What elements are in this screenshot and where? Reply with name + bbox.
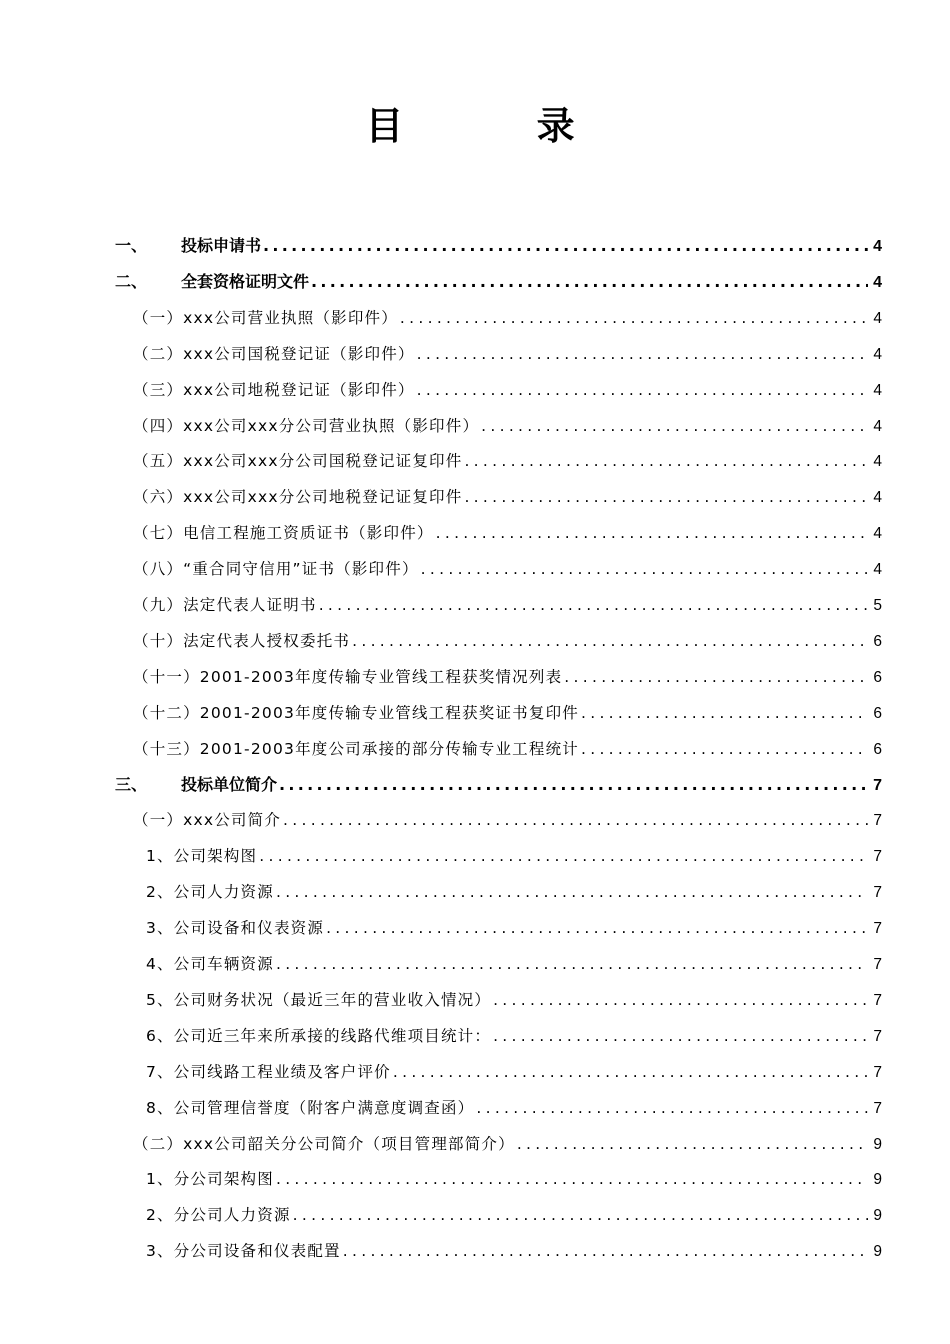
toc-entry-number: 二、 [115,271,148,291]
toc-dot-leader [581,735,868,763]
toc-entry[interactable] [133,1130,882,1158]
toc-page-number: 9 [873,1207,882,1225]
toc-entry[interactable] [133,340,882,368]
toc-page-number: 6 [873,704,882,722]
toc-page-number: 9 [873,1171,882,1189]
toc-entry-label: （七）电信工程施工资质证书（影印件） [133,524,434,543]
toc-dot-leader [564,663,868,691]
toc-dot-leader [279,771,868,799]
toc-page-number: 7 [873,920,882,938]
toc-entry-label: 投标申请书 [181,236,262,255]
toc-dot-leader [319,591,868,619]
toc-page-number: 7 [873,884,882,902]
toc-entry[interactable] [115,232,882,260]
toc-entry[interactable] [133,376,882,404]
toc-entry[interactable] [133,699,882,727]
toc-entry[interactable] [133,304,882,332]
toc-dot-leader [276,1165,868,1193]
toc-entry[interactable] [146,1094,882,1122]
toc-dot-leader [493,1022,868,1050]
toc-dot-leader [421,555,868,583]
toc-page-number: 4 [873,309,882,327]
toc-entry-label: （十）法定代表人授权委托书 [133,631,351,650]
toc-page-number: 6 [873,668,882,686]
toc-entry-label: 7、公司线路工程业绩及客户评价 [146,1062,391,1081]
toc-dot-leader [436,519,868,547]
toc-entry[interactable] [133,591,882,619]
toc-dot-leader [393,1058,868,1086]
toc-page-number: 6 [873,740,882,758]
toc-entry-label: 1、公司架构图 [146,847,258,866]
toc-page-number: 7 [873,1063,882,1081]
toc-entry-label: 2、分公司人力资源 [146,1206,291,1225]
toc-dot-leader [276,878,868,906]
toc-page-number: 4 [873,453,882,471]
toc-entry[interactable] [133,519,882,547]
toc-page-number: 4 [873,381,882,399]
toc-entry-label: （一）xxx公司简介 [133,811,282,830]
toc-dot-leader [293,1201,868,1229]
toc-dot-leader [581,699,868,727]
toc-dot-leader [464,483,868,511]
toc-entry[interactable] [146,950,882,978]
toc-title: 目 录 [365,103,635,148]
toc-dot-leader [311,268,868,296]
toc-dot-leader [400,304,868,332]
toc-page-number: 7 [873,1027,882,1045]
toc-dot-leader [263,232,868,260]
toc-entry-number: 三、 [115,774,148,794]
toc-entry-label: 8、公司管理信誉度（附客户满意度调查函） [146,1098,475,1117]
toc-entry-label: 投标单位简介 [181,774,278,794]
toc-entry[interactable] [146,842,882,870]
toc-dot-leader [326,914,868,942]
toc-page-number: 4 [873,345,882,363]
toc-page-number: 4 [873,489,882,507]
toc-entry[interactable] [115,771,882,799]
toc-entry-label: （一）xxx公司营业执照（影印件） [133,308,398,327]
toc-entry[interactable] [146,986,882,1014]
toc-page-number: 4 [873,238,882,255]
toc-dot-leader [283,806,868,834]
toc-entry-label: （十二）2001-2003年度传输专业管线工程获奖证书复印件 [133,703,579,722]
toc-entry-label: 全套资格证明文件 [181,271,310,291]
toc-page-number: 9 [873,1135,882,1153]
toc-entry-label: （二）xxx公司国税登记证（影印件） [133,344,415,363]
toc-dot-leader [417,340,868,368]
toc-page-number: 4 [873,417,882,435]
toc-page-number: 6 [873,632,882,650]
toc-entry-label: 2、公司人力资源 [146,883,274,902]
toc-entry[interactable] [146,1201,882,1229]
toc-page-number: 7 [873,1099,882,1117]
toc-entry[interactable] [146,878,882,906]
toc-entry-label: 1、分公司架构图 [146,1170,274,1189]
toc-page-number: 7 [873,991,882,1009]
toc-page-number: 7 [873,812,882,830]
toc-entry-label: （三）xxx公司地税登记证（影印件） [133,380,415,399]
toc-entry-label: （四）xxx公司xxx分公司营业执照（影印件） [133,416,480,435]
toc-dot-leader [343,1237,868,1265]
toc-entry[interactable] [133,663,882,691]
toc-page-number: 7 [873,848,882,866]
toc-page-number: 4 [873,273,882,291]
toc-entry-label: 3、公司设备和仪表资源 [146,919,325,938]
toc-entry[interactable] [146,1058,882,1086]
toc-entry-number: 一、 [115,236,148,255]
toc-entry[interactable] [146,1165,882,1193]
toc-entry-label: （十三）2001-2003年度公司承接的部分传输专业工程统计 [133,739,579,758]
toc-entry[interactable] [133,627,882,655]
toc-entry-label: 3、分公司设备和仪表配置 [146,1242,341,1261]
toc-page-number: 7 [873,956,882,973]
toc-entry[interactable] [115,268,882,296]
toc-dot-leader [493,986,868,1014]
toc-dot-leader [259,842,868,870]
toc-page-number: 9 [873,1243,882,1261]
toc-dot-leader [417,376,868,404]
toc-dot-leader [464,447,868,475]
toc-entry[interactable] [146,914,882,942]
toc-dot-leader [352,627,868,655]
toc-entry[interactable] [133,412,882,440]
toc-dot-leader [517,1130,868,1158]
toc-dot-leader [481,412,868,440]
toc-entry-label: （十一）2001-2003年度传输专业管线工程获奖情况列表 [133,667,563,686]
toc-dot-leader [476,1094,868,1122]
toc-entry[interactable] [133,806,882,834]
toc-entry[interactable] [133,447,882,475]
toc-entry-label: （八）“重合同守信用”证书（影印件） [133,560,419,579]
toc-entry-label: （二）xxx公司韶关分公司简介（项目管理部简介） [133,1134,515,1153]
toc-entry[interactable] [146,1237,882,1265]
toc-entry-label: 5、公司财务状况（最近三年的营业收入情况） [146,990,492,1009]
toc-entry[interactable] [133,555,882,583]
toc-page-number: 7 [873,776,882,794]
toc-entry[interactable] [146,1022,882,1050]
toc-entry[interactable] [133,483,882,511]
toc-entry-label: （五）xxx公司xxx分公司国税登记证复印件 [133,452,463,471]
toc-page-number: 5 [873,597,882,614]
toc-entry-label: 6、公司近三年来所承接的线路代维项目统计： [146,1026,492,1045]
toc-entry-label: （六）xxx公司xxx分公司地税登记证复印件 [133,488,463,507]
toc-dot-leader [276,950,868,978]
toc-entry-label: 4、公司车辆资源 [146,955,274,973]
toc-page-number: 4 [873,525,882,543]
toc-entry-label: （九）法定代表人证明书 [133,596,317,614]
toc-page-number: 4 [873,561,882,579]
toc-entry[interactable] [133,735,882,763]
